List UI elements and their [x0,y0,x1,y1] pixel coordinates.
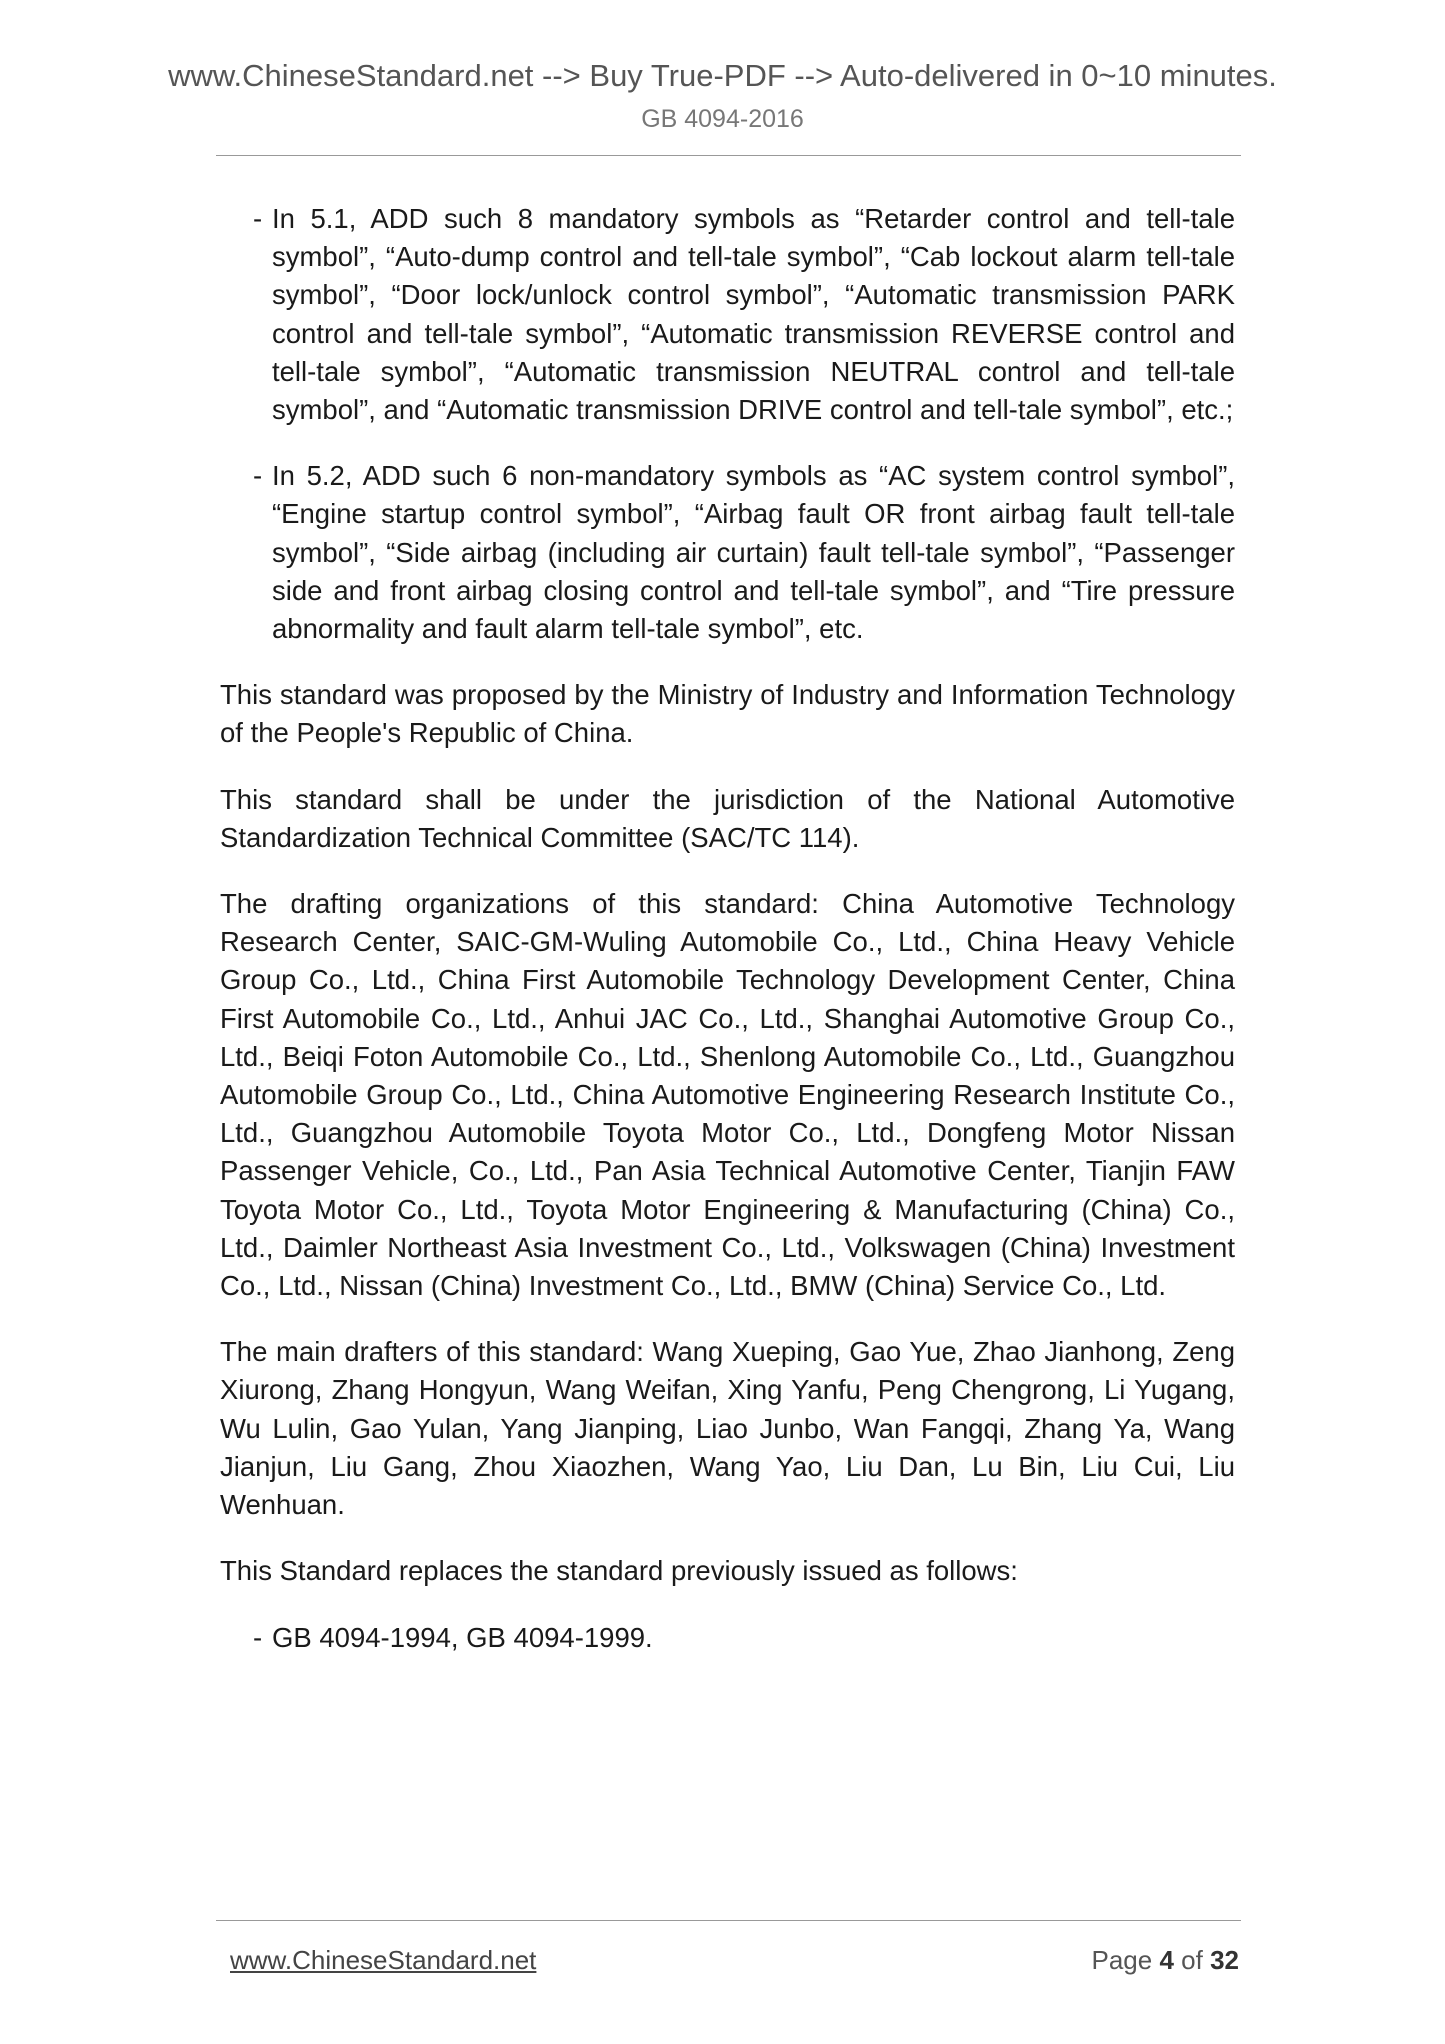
paragraph-main-drafters: The main drafters of this standard: Wang Xueping, Gao Yue, Zhao Jianhong, Zeng Xiurong, Zhang Hongyun, Wang Weifan, Xing Yanfu, Peng Chengrong, Li Yugang, Wu Lulin, Gao Yulan, Yang Jianping, Liao Junbo, Wan Fangqi, Zhang Ya, Wang Jianjun, Liu Gang, Zhou Xiaozhen, Wang Yao, Liu Dan, Lu Bin, Liu Cui, Liu Wenhuan. [220,1336,1235,1521]
paragraph-proposed-by: This standard was proposed by the Ministry of Industry and Information Technology of the People's Republic of China. [220,679,1235,749]
list-item [220,457,1235,648]
list-item [220,200,1235,429]
header-divider [216,155,1241,156]
header-banner: www.ChineseStandard.net --> Buy True-PDF --> Auto-delivered in 0~10 minutes. [168,58,1277,93]
page-label: Page [1091,1945,1153,1975]
page-of-label: of [1181,1945,1203,1975]
paragraph-drafting-organizations: The drafting organizations of this standard: China Automotive Technology Research Center, SAIC-GM-Wuling Automobile Co., Ltd., China Heavy Vehicle Group Co., Ltd., China First Automobile Technology Development Center, China First Automobile Co., Ltd., Anhui JAC Co., Ltd., Shanghai Automotive Group Co., Ltd., Beiqi Foton Automobile Co., Ltd., Shenlong Automobile Co., Ltd., Guangzhou Automobile Group Co., Ltd., China Automotive Engineering Research Institute Co., Ltd., Guangzhou Automobile Toyota Motor Co., Ltd., Dongfeng Motor Nissan Passenger Vehicle, Co., Ltd., Pan Asia Technical Automotive Center, Tianjin FAW Toyota Motor Co., Ltd., Toyota Motor Engineering & Manufacturing (China) Co., Ltd., Daimler Northeast Asia Investment Co., Ltd., Volkswagen (China) Investment Co., Ltd., Nissan (China) Investment Co., Ltd., BMW (China) Service Co., Ltd. [220,888,1235,1302]
list-item-text: GB 4094-1994, GB 4094-1999. [272,1621,653,1653]
page-total: 32 [1210,1945,1239,1975]
page-number [1091,1944,1239,1976]
bullet-dash: - [253,1621,263,1653]
footer-website-link[interactable]: www.ChineseStandard.net [230,1945,537,1975]
paragraph-replaces: This Standard replaces the standard previously issued as follows: [220,1555,1018,1587]
footer-divider [216,1920,1241,1921]
paragraph-jurisdiction: This standard shall be under the jurisdiction of the National Automotive Standardization Technical Committee (SAC/TC 114). [220,783,1235,853]
list-item-text: In 5.1, ADD such 8 mandatory symbols as “Retarder control and tell-tale symbol”, “Auto-dump control and tell-tale symbol”, “Cab lockout alarm tell-tale symbol”, “Door lock/unlock control symbol”, “Automatic transmission PARK control and tell-tale symbol”, “Automatic transmission REVERSE control and tell-tale symbol”, “Automatic transmission NEUTRAL control and tell-tale symbol”, and “Automatic transmission DRIVE control and tell-tale symbol”, etc.; [272,203,1235,426]
bullet-dash: - [253,203,263,234]
document-id: GB 4094-2016 [641,105,804,133]
page-current: 4 [1159,1945,1174,1975]
list-item-text: In 5.2, ADD such 6 non-mandatory symbols as “AC system control symbol”, “Engine startup control symbol”, “Airbag fault OR front airbag fault tell-tale symbol”, “Side airbag (including air curtain) fault tell-tale symbol”, “Passenger side and front airbag closing control and tell-tale symbol”, and “Tire pressure abnormality and fault alarm tell-tale symbol”, etc. [272,460,1235,645]
list-item-replaced-standards [220,1619,1235,1657]
document-body [220,200,1235,1685]
bullet-dash: - [253,460,263,492]
